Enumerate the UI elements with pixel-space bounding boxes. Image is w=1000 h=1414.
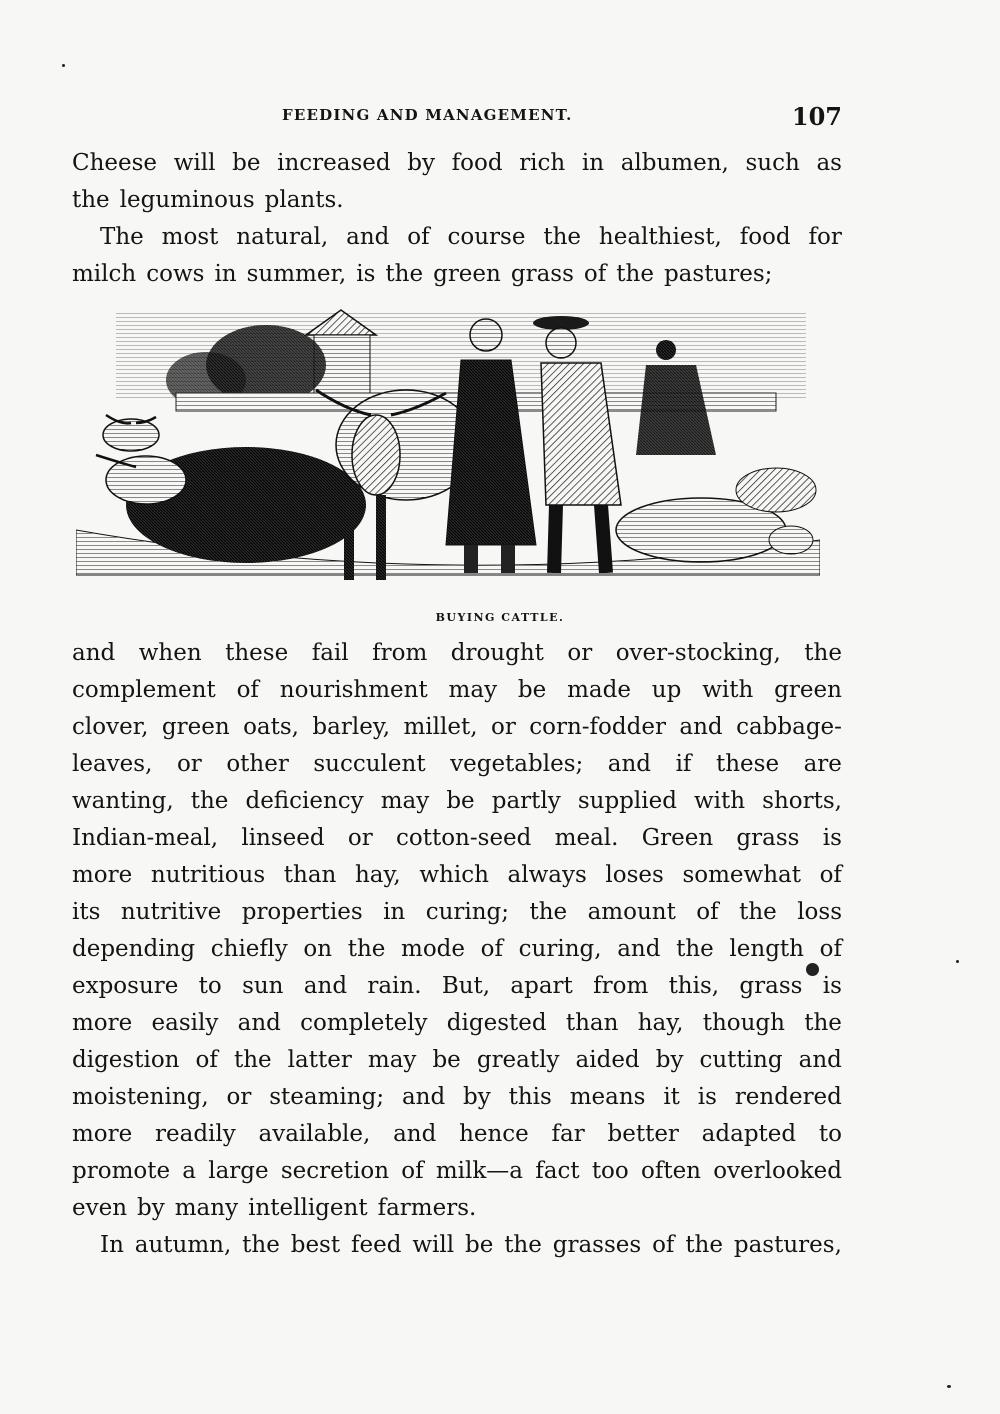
text-line: milch cows in summer, is the green grass of the pastures; xyxy=(72,261,773,287)
figure-caption: BUYING CATTLE. xyxy=(435,611,565,624)
text-line: and when these fail from drought or over-stocking, the xyxy=(72,640,842,666)
paper-speck xyxy=(947,1385,951,1388)
text-line: The most natural, and of course the healthiest, food for xyxy=(100,224,842,250)
text-line: In autumn, the best feed will be the grasses of the pastures, xyxy=(100,1232,842,1258)
text-block-top xyxy=(72,145,842,293)
paper-speck xyxy=(62,64,65,67)
text-line: even by many intelligent farmers. xyxy=(72,1195,477,1221)
running-title: FEEDING AND MANAGEMENT. xyxy=(282,106,573,124)
text-line: wanting, the deficiency may be partly supplied with shorts, xyxy=(72,788,842,814)
ink-blot xyxy=(806,963,819,976)
text-line: more readily available, and hence far better adapted to xyxy=(72,1121,842,1147)
paper-speck xyxy=(956,960,959,963)
text-block-bottom xyxy=(72,635,842,1264)
text-line: depending chiefly on the mode of curing, and the length of xyxy=(72,936,842,962)
text-line: more nutritious than hay, which always loses somewhat of xyxy=(72,862,842,888)
text-line: Indian-meal, linseed or cotton-seed meal. Green grass is xyxy=(72,825,842,851)
text-line: exposure to sun and rain. But, apart from this, grass is xyxy=(72,973,842,999)
page-number: 107 xyxy=(791,102,842,131)
page-header xyxy=(72,102,842,132)
text-line: Cheese will be increased by food rich in albumen, such as xyxy=(72,150,842,176)
text-line: digestion of the latter may be greatly aided by cutting and xyxy=(72,1047,842,1073)
text-line: promote a large secretion of milk—a fact too often overlooked xyxy=(72,1158,842,1184)
text-line: complement of nourishment may be made up with green xyxy=(72,677,842,703)
text-line: moistening, or steaming; and by this means it is rendered xyxy=(72,1084,842,1110)
text-line: leaves, or other succulent vegetables; and if these are xyxy=(72,751,842,777)
text-line: the leguminous plants. xyxy=(72,187,344,213)
buying-cattle-engraving xyxy=(76,305,820,605)
text-line: clover, green oats, barley, millet, or corn-fodder and cabbage- xyxy=(72,714,842,740)
text-line: its nutritive properties in curing; the amount of the loss xyxy=(72,899,842,925)
text-line: more easily and completely digested than hay, though the xyxy=(72,1010,842,1036)
